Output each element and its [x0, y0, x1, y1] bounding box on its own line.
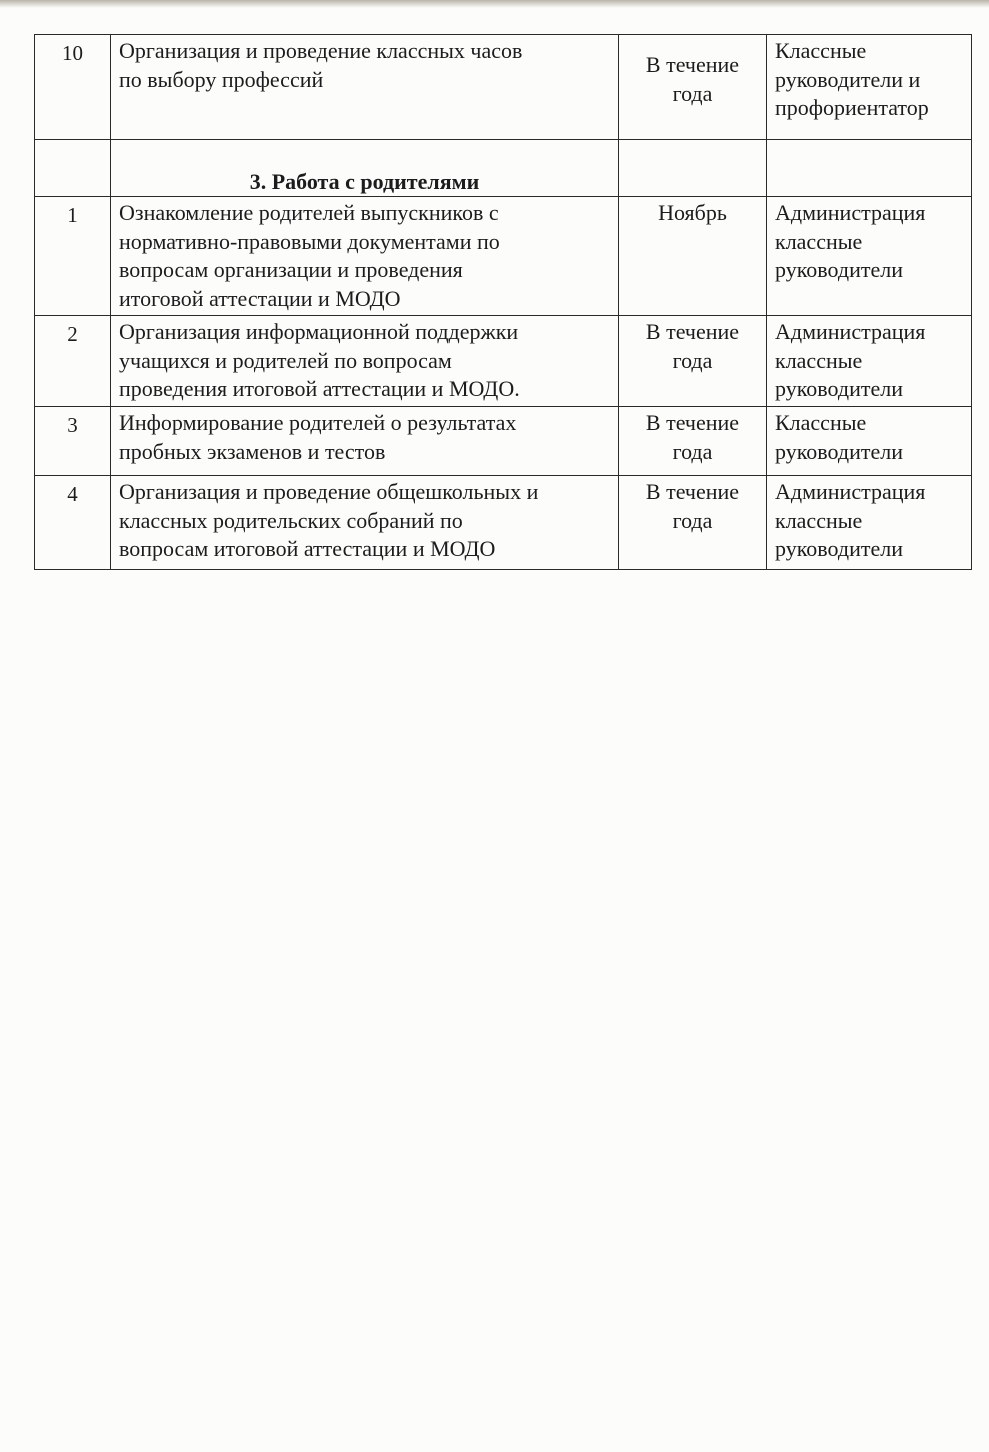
table-row: [35, 197, 972, 316]
activity-plan-table: [34, 34, 972, 570]
section-row: [35, 140, 972, 197]
empty-cell: [35, 140, 111, 197]
responsible-text: руководители: [775, 438, 903, 464]
responsible-text: Администрация: [775, 479, 926, 504]
responsible-text: профориентатор: [775, 95, 929, 120]
responsible-cell: [767, 35, 972, 140]
activity-cell: [111, 197, 619, 316]
date-text: В течение: [645, 319, 740, 344]
date-cell: [619, 316, 767, 407]
responsible-text: Классные: [775, 410, 867, 435]
date-text: Ноябрь: [658, 200, 727, 225]
empty-cell: [767, 140, 972, 197]
responsible-text: руководители: [775, 257, 903, 282]
empty-cell: [619, 140, 767, 197]
responsible-text: классные: [775, 507, 863, 533]
date-text: В течение: [645, 52, 740, 77]
date-cell: [619, 407, 767, 476]
responsible-text: руководители: [775, 536, 903, 561]
activity-text: Организация информационной поддержки: [119, 319, 519, 344]
row-number: 10: [35, 35, 111, 140]
responsible-text: Классные: [775, 38, 867, 63]
activity-text: пробных экзаменов и тестов: [119, 438, 386, 464]
activity-text: итоговой аттестации и МОДО: [119, 285, 401, 311]
responsible-cell: [767, 316, 972, 407]
activity-text: вопросам организации и проведения: [119, 257, 463, 282]
responsible-cell: [767, 476, 972, 570]
date-text: В течение: [645, 410, 740, 435]
activity-text: вопросам итоговой аттестации и МОДО: [119, 536, 496, 561]
responsible-cell: [767, 197, 972, 316]
table-row: [35, 35, 972, 140]
responsible-text: руководители и: [775, 66, 921, 92]
activity-text: Организация и проведение общешкольных и: [119, 479, 539, 504]
activity-text: Ознакомление родителей выпускников с: [119, 200, 499, 225]
responsible-text: классные: [775, 347, 863, 373]
date-text: В течение: [645, 479, 740, 504]
date-cell: [619, 35, 767, 140]
row-number: 3: [35, 407, 111, 476]
responsible-text: руководители: [775, 376, 903, 401]
responsible-text: Администрация: [775, 319, 926, 344]
table-row: [35, 316, 972, 407]
date-text: года: [672, 347, 713, 373]
responsible-cell: [767, 407, 972, 476]
activity-text: классных родительских собраний по: [119, 507, 463, 533]
table-row: [35, 407, 972, 476]
responsible-text: классные: [775, 228, 863, 254]
row-number: 4: [35, 476, 111, 570]
activity-text: по выбору профессий: [119, 66, 324, 92]
activity-cell: [111, 407, 619, 476]
activity-text: Информирование родителей о результатах: [119, 410, 517, 435]
date-text: года: [672, 80, 713, 106]
responsible-text: Администрация: [775, 200, 926, 225]
paper-top-edge: [0, 0, 989, 8]
activity-text: нормативно-правовыми документами по: [119, 228, 500, 254]
activity-text: проведения итоговой аттестации и МОДО.: [119, 376, 520, 401]
section-title: 3. Работа с родителями: [111, 140, 619, 197]
activity-text: учащихся и родителей по вопросам: [119, 347, 452, 373]
activity-cell: [111, 35, 619, 140]
activity-cell: [111, 316, 619, 407]
row-number: 2: [35, 316, 111, 407]
date-text: года: [672, 507, 713, 533]
date-cell: [619, 476, 767, 570]
activity-text: Организация и проведение классных часов: [119, 38, 523, 63]
date-text: года: [672, 438, 713, 464]
activity-cell: [111, 476, 619, 570]
date-cell: [619, 197, 767, 316]
table-row: [35, 476, 972, 570]
row-number: 1: [35, 197, 111, 316]
